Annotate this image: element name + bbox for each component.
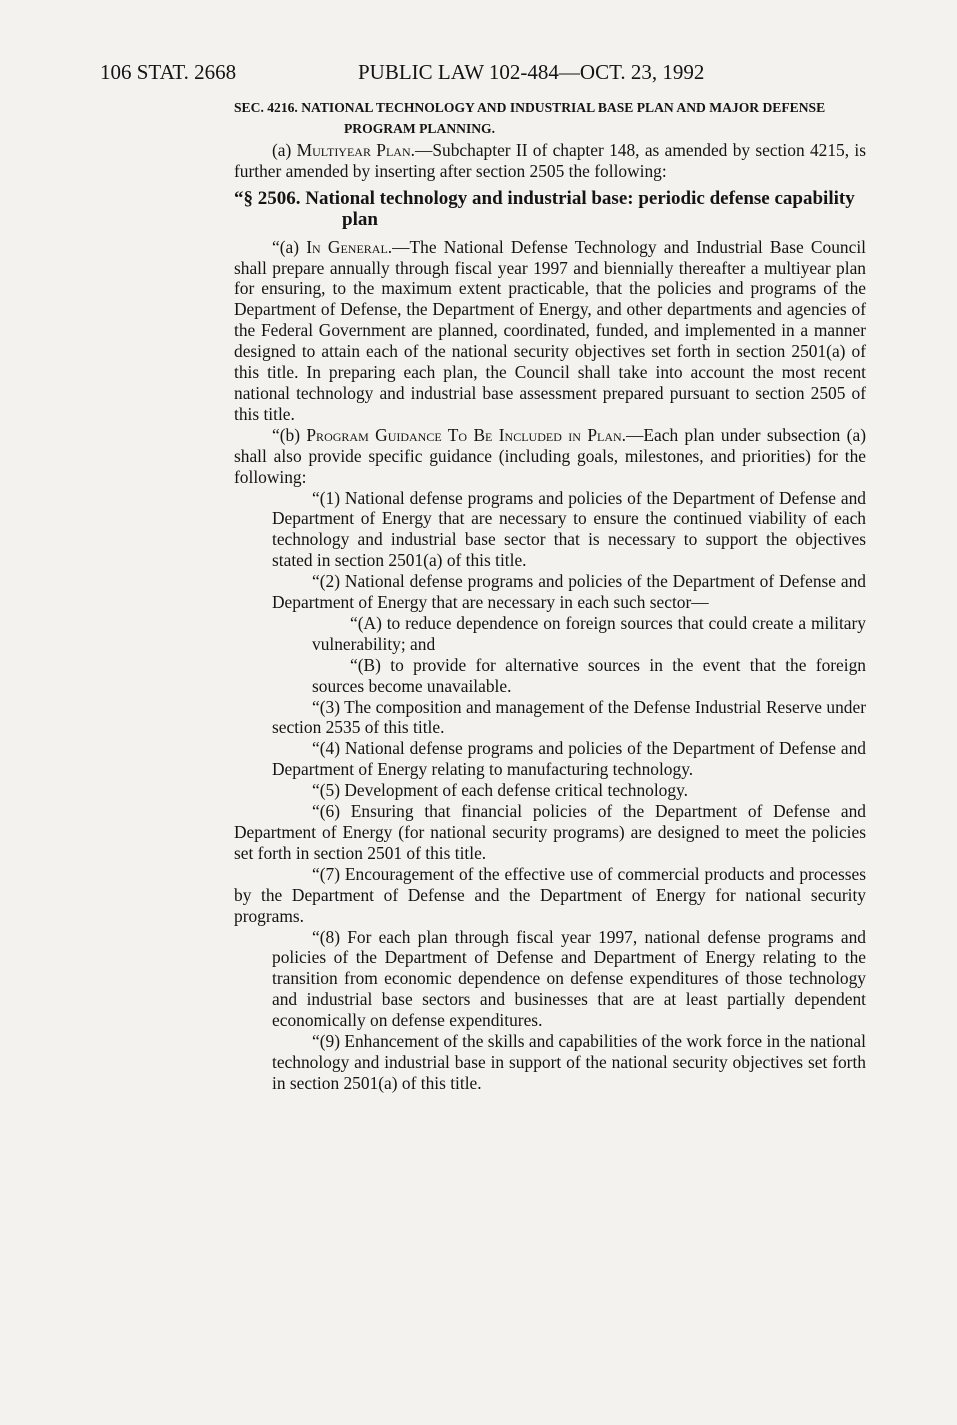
- body-text: [234, 98, 866, 1094]
- subsection-a-label: (a): [272, 139, 297, 160]
- list-item-3: “(3) The composition and management of the Defense Industrial Reserve under section 2535 of this title.: [272, 696, 866, 738]
- list-item-2: “(2) National defense programs and policies of the Department of Defense and Department of Energy that are necessary in each such sector—: [272, 571, 866, 613]
- subsection-a-paragraph: [234, 140, 866, 182]
- new-section-title: National technology and industrial base: periodic defense capability plan: [305, 187, 855, 231]
- subsection-a-heading: Multiyear Plan.: [296, 139, 415, 160]
- section-title: NATIONAL TECHNOLOGY AND INDUSTRIAL BASE PLAN AND MAJOR DEFENSE PROGRAM PLANNING.: [301, 100, 826, 136]
- list-item-4: “(4) National defense programs and policies of the Department of Defense and Department of Energy relating to manufacturing technology.: [272, 738, 866, 780]
- guidance-label: “(b): [272, 424, 307, 445]
- general-paragraph: [234, 237, 866, 425]
- section-heading-4216: [234, 98, 866, 140]
- guidance-text: —Each plan under subsection (a) shall also provide specific guidance (including goals, milestones, and priorities) for the following:: [234, 424, 866, 487]
- running-head: [100, 60, 870, 90]
- list-item-6: “(6) Ensuring that financial policies of the Department of Defense and Department of Energy (for national security programs) are designed to meet the policies set forth in section 2501 of this title.: [234, 801, 866, 863]
- new-section-label: “§ 2506.: [234, 187, 301, 209]
- general-label: “(a): [272, 236, 307, 257]
- general-text: —The National Defense Technology and Industrial Base Council shall prepare annually through fiscal year 1997 and biennially thereafter a multiyear plan for ensuring, to the maximum extent practicable, that the policies and programs of the Department of Defense, the Department of Energy, and other departments and agencies of the Federal Government are planned, coordinated, funded, and implemented in a manner designed to attain each of the national security objectives set forth in section 2501(a) of this title. In preparing each plan, the Council shall take into account the most recent national technology and industrial base assessment prepared pursuant to section 2505 of this title.: [234, 236, 866, 424]
- section-number: SEC. 4216.: [234, 100, 298, 115]
- list-item-8: “(8) For each plan through fiscal year 1997, national defense programs and policies of the Department of Defense and Department of Energy relating to the transition from economic dependence on defense expenditures of those technology and industrial base sectors and businesses that are at least partially dependent economically on defense expenditures.: [272, 926, 866, 1031]
- list-item-5: “(5) Development of each defense critical technology.: [312, 780, 688, 801]
- guidance-paragraph: [234, 425, 866, 488]
- general-heading: In General.: [306, 236, 393, 257]
- new-section-2506-heading: [234, 188, 866, 231]
- list-item-7: “(7) Encouragement of the effective use of commercial products and processes by the Department of Defense and the Department of Energy for national security programs.: [234, 863, 866, 926]
- statute-citation: 106 STAT. 2668: [100, 60, 237, 84]
- list-item-2b: “(B) to provide for alternative sources in the event that the foreign sources become unavailable.: [312, 654, 866, 696]
- public-law-date: PUBLIC LAW 102-484—OCT. 23, 1992: [358, 60, 705, 84]
- list-item-1: “(1) National defense programs and policies of the Department of Defense and Department of Energy that are necessary to ensure the continued viability of each technology and industrial base sector that is necessary to support the objectives stated in section 2501(a) of this title.: [272, 487, 866, 571]
- guidance-heading: Program Guidance To Be Included in Plan.: [306, 424, 627, 445]
- subsection-a-text: —Subchapter II of chapter 148, as amended by section 4215, is further amended by inserting after section 2505 the following:: [234, 139, 866, 181]
- list-item-2a: “(A) to reduce dependence on foreign sources that could create a military vulnerability; and: [312, 612, 866, 654]
- list-item-9: “(9) Enhancement of the skills and capabilities of the work force in the national technology and industrial base in support of the national security objectives set forth in section 2501(a) of this title.: [272, 1031, 866, 1093]
